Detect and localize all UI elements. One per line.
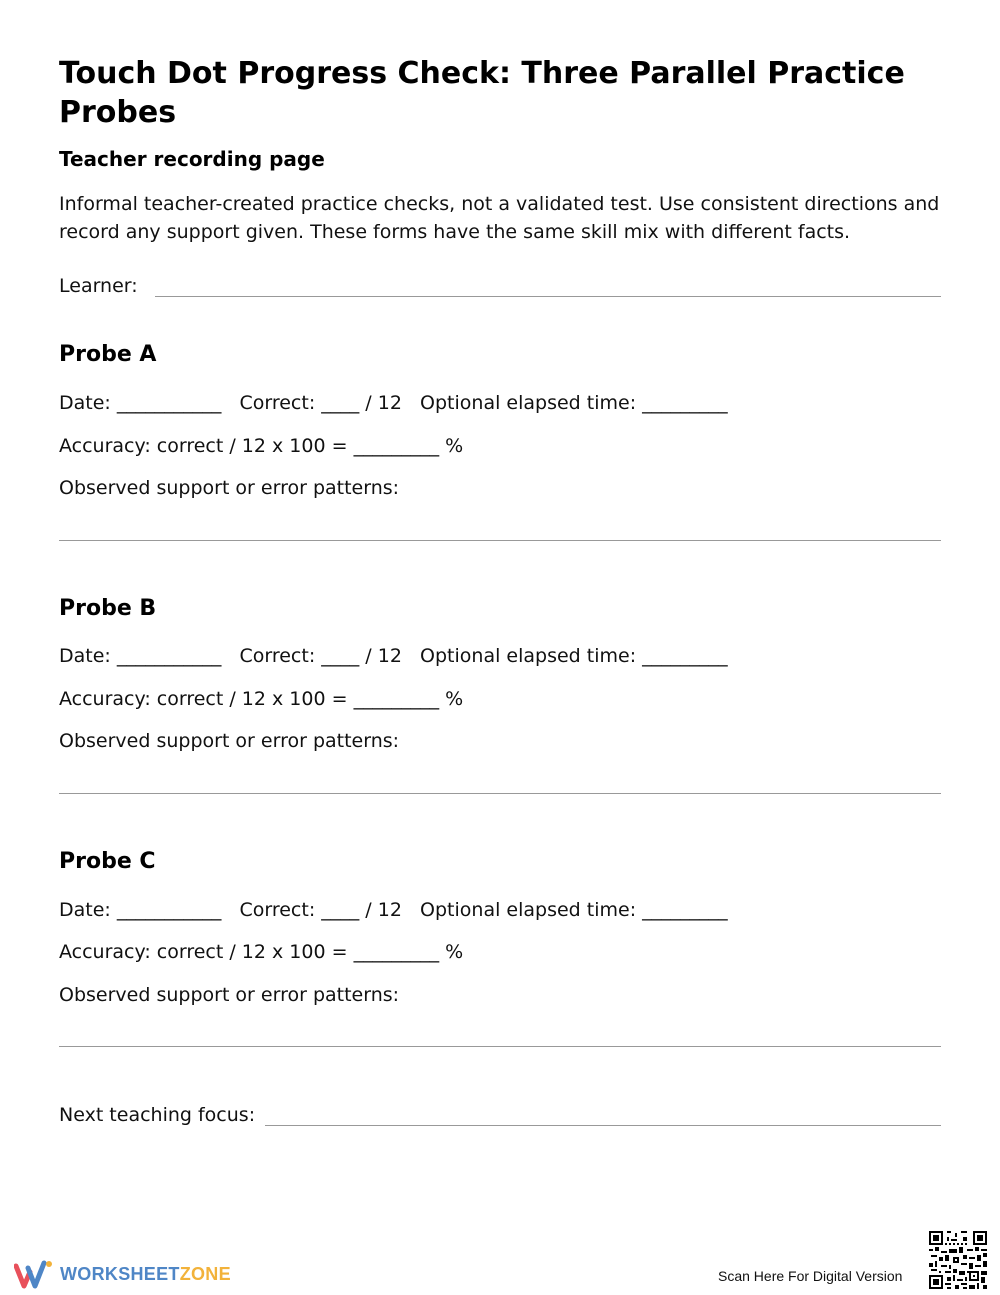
probe-title: Probe C — [59, 849, 156, 874]
scan-caption: Scan Here For Digital Version — [718, 1268, 903, 1284]
probe-notes-label: Observed support or error patterns: — [59, 984, 400, 1006]
page-title: Touch Dot Progress Check: Three Parallel Practice Probes — [59, 56, 905, 130]
probe-notes-write-line — [59, 540, 941, 541]
brand-part-1: WORKSHEET — [60, 1263, 180, 1284]
probe-notes-label: Observed support or error patterns: — [59, 730, 400, 752]
learner-label: Learner: — [59, 275, 138, 297]
probe-notes-write-line — [59, 793, 941, 794]
probe-accuracy-line: Accuracy: correct / 12 x 100 = _________ % — [59, 435, 464, 457]
worksheetzone-wordmark — [60, 1264, 231, 1285]
probe-title: Probe A — [59, 342, 157, 367]
probe-notes-label: Observed support or error patterns: — [59, 477, 400, 499]
learner-write-line — [155, 274, 941, 297]
probe-score-line: Date: ___________ Correct: ____ / 12 Optional elapsed time: _________ — [59, 645, 728, 667]
probe-accuracy-line: Accuracy: correct / 12 x 100 = _________ % — [59, 941, 464, 963]
probe-accuracy-line: Accuracy: correct / 12 x 100 = _________ % — [59, 688, 464, 710]
learner-row — [59, 274, 941, 297]
probe-score-line: Date: ___________ Correct: ____ / 12 Optional elapsed time: _________ — [59, 392, 728, 414]
probe-score-line: Date: ___________ Correct: ____ / 12 Optional elapsed time: _________ — [59, 899, 728, 921]
teaching-focus-label: Next teaching focus: — [59, 1104, 256, 1126]
intro-text: Informal teacher-created practice checks, not a validated test. Use consistent directions and record any support given. These forms have the same skill mix with different facts. — [59, 193, 940, 243]
brand-part-2: ZONE — [179, 1263, 231, 1284]
worksheetzone-logo-icon — [14, 1258, 54, 1290]
page-subtitle: Teacher recording page — [59, 147, 325, 171]
probe-notes-write-line — [59, 1046, 941, 1047]
probe-title: Probe B — [59, 596, 157, 621]
worksheetzone-logo[interactable] — [14, 1258, 231, 1290]
qr-code-icon[interactable] — [929, 1231, 987, 1289]
teaching-focus-write-line — [265, 1103, 941, 1126]
teaching-focus-row — [59, 1103, 941, 1126]
